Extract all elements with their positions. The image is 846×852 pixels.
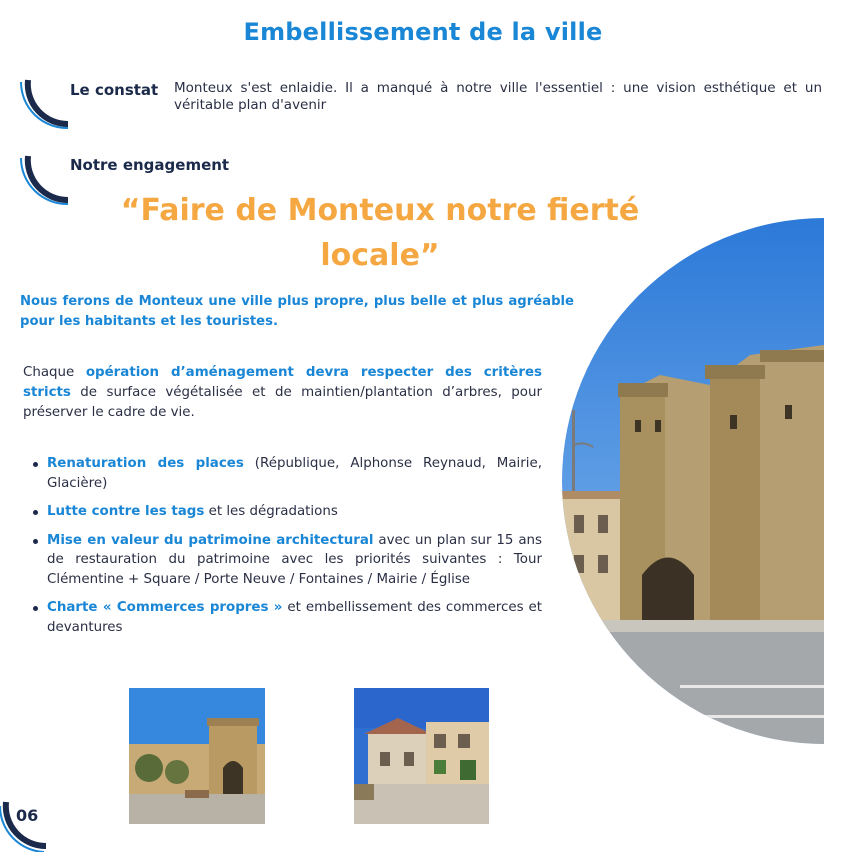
porte-photo-thumbnail	[129, 688, 265, 824]
constat-label: Le constat	[70, 81, 159, 99]
quote-line-1: “Faire de Monteux notre fierté	[120, 193, 640, 228]
bullet-text: avec un plan sur 15 ans de restauration du patrimoine avec les priorités suivantes : Tour Clémentine + Square / Porte Neuve / Fontaines / Mairie / Église	[47, 532, 542, 587]
page-title: Embellissement de la ville	[243, 18, 603, 46]
bullet-highlight: Lutte contre les tags	[47, 504, 205, 519]
porte-neuve-circle-photo	[560, 215, 824, 747]
double-arc-icon	[18, 78, 70, 130]
quote-line-2: locale”	[320, 238, 440, 273]
paragraph-suffix: de surface végétalisée et de maintien/plantation d’arbres, pour préserver le cadre de vie.	[23, 385, 542, 420]
paragraph-prefix: Chaque	[23, 365, 86, 380]
bullet-highlight: Renaturation des places	[47, 456, 244, 471]
list-item	[47, 598, 542, 637]
engagement-bullet-list	[47, 454, 542, 646]
place-photo-thumbnail	[354, 688, 489, 824]
engagement-label: Notre engagement	[70, 156, 230, 174]
list-item	[47, 454, 542, 493]
bullet-text: (République, Alphonse Reynaud, Mairie, Glacière)	[47, 456, 542, 491]
list-item	[47, 502, 542, 522]
engagement-lead: Nous ferons de Monteux une ville plus propre, plus belle et plus agréable pour les habitants et les touristes.	[20, 294, 574, 329]
double-arc-icon	[18, 154, 70, 206]
paragraph-highlight: opération d’aménagement devra respecter des critères stricts	[23, 365, 542, 400]
bullet-text: et embellissement des commerces et devantures	[47, 600, 542, 635]
bullet-highlight: Mise en valeur du patrimoine architectural	[47, 532, 374, 548]
page-number: 06	[16, 806, 39, 825]
list-item	[47, 531, 542, 590]
engagement-paragraph	[23, 363, 542, 423]
bullet-highlight: Charte « Commerces propres »	[47, 600, 283, 615]
constat-text: Monteux s'est enlaidie. Il a manqué à notre ville l'essentiel : une vision esthétique et un véritable plan d'avenir	[174, 80, 822, 113]
bullet-text: et les dégradations	[204, 504, 338, 519]
